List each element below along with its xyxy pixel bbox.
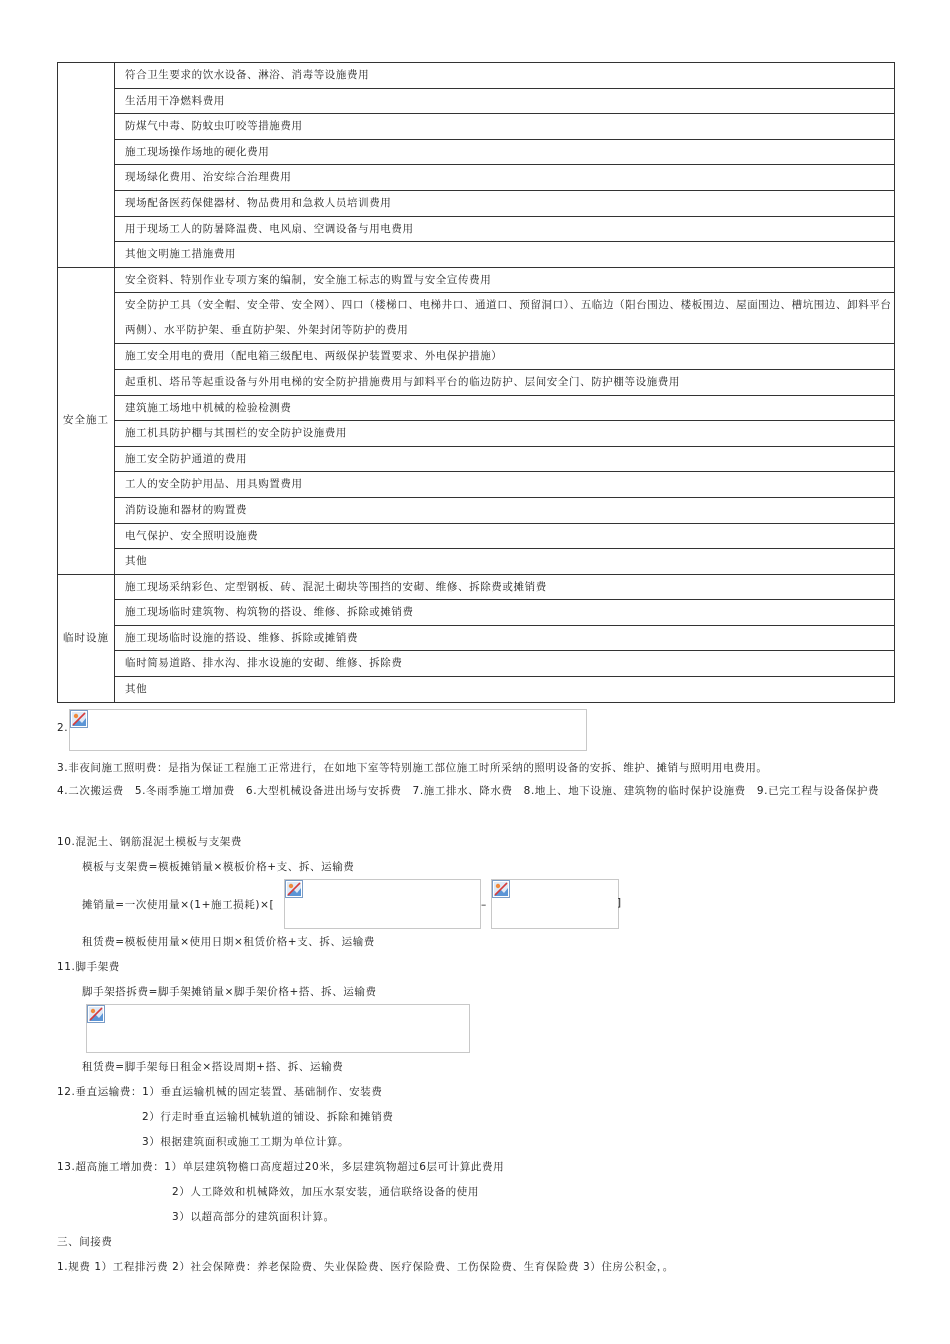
- table-row: [58, 677, 895, 703]
- table-row: [58, 139, 895, 165]
- item-12: 12.垂直运输费：1）垂直运输机械的固定装置、基础制作、安装费: [57, 1086, 383, 1098]
- broken-image-icon: [70, 710, 88, 728]
- table-row: [58, 395, 895, 421]
- item-cell: 施工安全防护通道的费用: [115, 446, 895, 472]
- table-row: [58, 216, 895, 242]
- item-cell: 施工机具防护棚与其围栏的安全防护设施费用: [115, 421, 895, 447]
- formula-close-bracket: ]: [617, 897, 622, 909]
- item-13-3: 3）以超高部分的建筑面积计算。: [172, 1211, 335, 1223]
- item-cell: 电气保护、安全照明设施费: [115, 523, 895, 549]
- table-row: [58, 88, 895, 114]
- broken-image-icon: [87, 1005, 105, 1023]
- category-cell: 安全施工: [58, 267, 115, 574]
- table-row: [58, 421, 895, 447]
- table-row: [58, 600, 895, 626]
- item-cell: 施工安全用电的费用（配电箱三级配电、两级保护装置要求、外电保护措施）: [115, 344, 895, 370]
- table-row: [58, 549, 895, 575]
- item-cell: 建筑施工场地中机械的检验检测费: [115, 395, 895, 421]
- item-cell: 其他文明施工措施费用: [115, 242, 895, 268]
- item-2-label: 2.: [57, 722, 69, 734]
- table-row: [58, 446, 895, 472]
- table-row: [58, 63, 895, 89]
- table-row: [58, 165, 895, 191]
- formula-minus: –: [481, 899, 487, 911]
- item-cell: 工人的安全防护用品、用具购置费用: [115, 472, 895, 498]
- item-12-2: 2）行走时垂直运输机械轨道的铺设、拆除和摊销费: [142, 1111, 394, 1123]
- table-row: [58, 651, 895, 677]
- table-row: [58, 242, 895, 268]
- category-cell: 临时设施: [58, 574, 115, 702]
- expense-table: [57, 62, 895, 703]
- item-cell: 临时简易道路、排水沟、排水设施的安砌、维修、拆除费: [115, 651, 895, 677]
- item-cell: 安全防护工具（安全帽、安全带、安全网）、四口（楼梯口、电梯井口、通道口、预留洞口）、五临边（阳台围边、楼板围边、屋面围边、槽坑围边、卸料平台两侧）、水平防护架、垂直防护架、外架封闭等防护的费用: [115, 293, 895, 344]
- item-12-3: 3）根据建筑面积或施工工期为单位计算。: [142, 1136, 350, 1148]
- table-row: [58, 190, 895, 216]
- item-cell: 其他: [115, 677, 895, 703]
- table-row: [58, 625, 895, 651]
- formula-image-placeholder: [69, 709, 587, 751]
- table-row: [58, 293, 895, 344]
- item-cell: 现场绿化费用、治安综合治理费用: [115, 165, 895, 191]
- item-3: 3.非夜间施工照明费：是指为保证工程施工正常进行，在如地下室等特别施工部位施工时所采纳的照明设备的安拆、维护、摊销与照明用电费用。: [57, 762, 768, 774]
- item-10-formwork-formula: 模板与支架费=模板摊销量×模板价格+支、拆、运输费: [82, 861, 355, 873]
- table-row: [58, 574, 895, 600]
- table-row: [58, 114, 895, 140]
- item-cell: 防煤气中毒、防蚊虫叮咬等措施费用: [115, 114, 895, 140]
- table-row: [58, 472, 895, 498]
- item-cell: 施工现场操作场地的硬化费用: [115, 139, 895, 165]
- item-cell: 其他: [115, 549, 895, 575]
- table-row: [58, 497, 895, 523]
- broken-image-icon: [285, 880, 303, 898]
- formula-image-placeholder: [491, 879, 619, 929]
- item-13-2: 2）人工降效和机械降效，加压水泵安装，通信联络设备的使用: [172, 1186, 479, 1198]
- table-row: [58, 344, 895, 370]
- item-statutory-fees: 1.规费 1）工程排污费 2）社会保障费：养老保险费、失业保险费、医疗保险费、工伤保险费、生育保险费 3）住房公积金，。: [57, 1261, 674, 1273]
- item-11: 11.脚手架费: [57, 961, 120, 973]
- item-cell: 现场配备医药保健器材、物品费用和急救人员培训费用: [115, 190, 895, 216]
- section-indirect-cost: 三、间接费: [57, 1236, 113, 1248]
- item-cell: 施工现场临时建筑物、构筑物的搭设、维修、拆除或摊销费: [115, 600, 895, 626]
- item-4-9: 4.二次搬运费 5.冬雨季施工增加费 6.大型机械设备进出场与安拆费 7.施工排水、降水费 8.地上、地下设施、建筑物的临时保护设施费 9.已完工程与设备保护费: [57, 785, 880, 797]
- item-10-rental-formula: 租赁费=模板使用量×使用日期×租赁价格+支、拆、运输费: [82, 936, 375, 948]
- item-cell: 安全资料、特别作业专项方案的编制，安全施工标志的购置与安全宣传费用: [115, 267, 895, 293]
- item-10: 10.混泥土、钢筋混泥土模板与支架费: [57, 836, 242, 848]
- item-11-scaffold-formula: 脚手架搭拆费=脚手架摊销量×脚手架价格+搭、拆、运输费: [82, 986, 377, 998]
- item-11-rental-formula: 租赁费=脚手架每日租金×搭设周期+搭、拆、运输费: [82, 1061, 344, 1073]
- item-cell: 用于现场工人的防暑降温费、电风扇、空调设备与用电费用: [115, 216, 895, 242]
- item-13: 13.超高施工增加费：1）单层建筑物檐口高度超过20米，多层建筑物超过6层可计算此费用: [57, 1161, 505, 1173]
- table-row: [58, 523, 895, 549]
- broken-image-icon: [492, 880, 510, 898]
- item-cell: 生活用干净燃料费用: [115, 88, 895, 114]
- item-cell: 符合卫生要求的饮水设备、淋浴、消毒等设施费用: [115, 63, 895, 89]
- table-row: [58, 267, 895, 293]
- formula-image-placeholder: [86, 1004, 470, 1053]
- item-10-amortization-formula: 摊销量=一次使用量×(1+施工损耗)×[: [82, 899, 275, 911]
- item-cell: 施工现场临时设施的搭设、维修、拆除或摊销费: [115, 625, 895, 651]
- formula-image-placeholder: [284, 879, 481, 929]
- item-cell: 施工现场采纳彩色、定型钢板、砖、混泥土砌块等围挡的安砌、维修、拆除费或摊销费: [115, 574, 895, 600]
- category-cell: [58, 63, 115, 268]
- item-cell: 消防设施和器材的购置费: [115, 497, 895, 523]
- item-cell: 起重机、塔吊等起重设备与外用电梯的安全防护措施费用与卸料平台的临边防护、层间安全门、防护棚等设施费用: [115, 369, 895, 395]
- table-row: [58, 369, 895, 395]
